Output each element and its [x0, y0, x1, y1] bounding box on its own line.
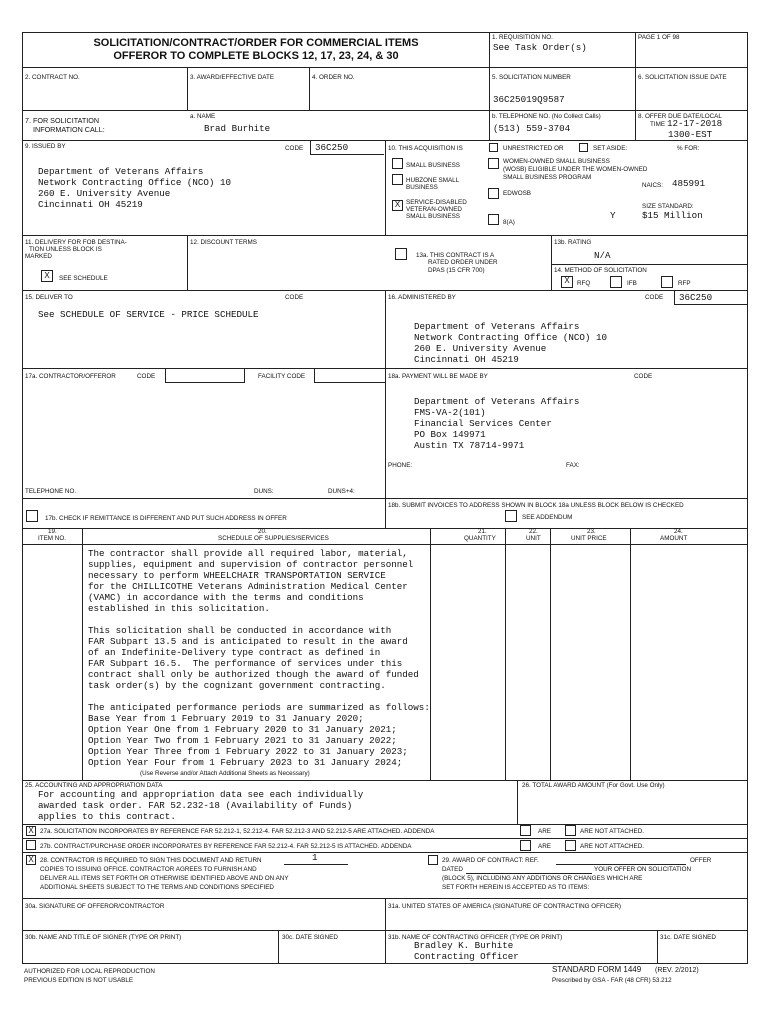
- contracting-officer-title: Contracting Officer: [414, 951, 519, 962]
- issued-by-line3: 260 E. University Avenue: [38, 188, 171, 199]
- co-date-signed-label: 31c. DATE SIGNED: [660, 934, 716, 941]
- schedule-para1-line6: established in this solicitation.: [88, 603, 270, 614]
- clause-28-line3: DELIVER ALL ITEMS SET FORTH OR OTHERWISE IDENTIFIED ABOVE AND ON ANY: [40, 875, 289, 882]
- edwosb-label: EDWOSB: [503, 190, 531, 197]
- issued-by-label: 9. ISSUED BY: [25, 143, 66, 150]
- addenda-27a-not-checkbox[interactable]: [565, 825, 576, 836]
- addenda-27a-not: ARE NOT ATTACHED.: [580, 828, 645, 835]
- schedule-para2-line4: FAR Subpart 16.5. The performance of services under this: [88, 658, 403, 669]
- schedule-para3-line1: The anticipated performance periods are summarized as follows:: [88, 702, 430, 713]
- award-date-label: 3. AWARD/EFFECTIVE DATE: [190, 74, 275, 81]
- issued-by-line4: Cincinnati OH 45219: [38, 199, 143, 210]
- contracting-officer-label: 31b. NAME OF CONTRACTING OFFICER (TYPE OR PRINT): [388, 934, 563, 941]
- col-amount: AMOUNT: [660, 535, 688, 542]
- schedule-para2-line5: contract shall only be authorized though the award of funded: [88, 669, 419, 680]
- naics-value: 485991: [672, 178, 706, 189]
- administered-by-label: 16. ADMINISTERED BY: [388, 294, 456, 301]
- clause-29-checkbox[interactable]: [428, 855, 438, 865]
- form-number: STANDARD FORM 1449: [552, 965, 642, 974]
- clause-29-line3: (BLOCK 5), INCLUDING ANY ADDITIONS OR CHANGES WHICH ARE: [442, 875, 643, 882]
- telephone-label: b. TELEPHONE NO. (No Collect Calls): [492, 113, 601, 120]
- schedule-para2-line2: FAR Subpart 13.5 and is anticipated to result in the award: [88, 636, 408, 647]
- addenda-27b-not: ARE NOT ATTACHED.: [580, 843, 645, 850]
- issued-by-line2: Network Contracting Office (NCO) 10: [38, 177, 231, 188]
- issue-date-label: 6. SOLICITATION ISSUE DATE: [638, 74, 727, 81]
- hubzone-label: HUBZONE SMALL: [406, 177, 460, 184]
- wosb-checkbox[interactable]: [488, 158, 499, 169]
- info-call-label: 7. FOR SOLICITATION: [25, 116, 100, 125]
- contractor-code-label: CODE: [137, 373, 156, 380]
- sdvosb-label-3: SMALL BUSINESS: [406, 213, 461, 220]
- clause-29-line1: 29. AWARD OF CONTRACT: REF.: [442, 857, 539, 864]
- addenda-27b-are: ARE: [538, 843, 551, 850]
- contact-name-label: a. NAME: [190, 113, 216, 120]
- wosb-label: WOMEN-OWNED SMALL BUSINESS: [503, 158, 610, 165]
- unrestricted-label: UNRESTRICTED OR: [503, 145, 564, 152]
- remittance-checkbox[interactable]: [26, 510, 38, 522]
- y-mark: Y: [610, 210, 616, 221]
- offeror-date-signed-label: 30c. DATE SIGNED: [282, 934, 338, 941]
- rated-order-label-3: DPAS (15 CFR 700): [428, 267, 485, 274]
- addenda-27a-are-checkbox[interactable]: [520, 825, 531, 836]
- fob-label-2: TION UNLESS BLOCK IS: [29, 246, 102, 253]
- clause-29-line2b: YOUR OFFER ON SOLICITATION: [594, 866, 692, 873]
- contractor-label: 17a. CONTRACTOR/OFFEROR: [25, 373, 116, 380]
- see-schedule-checkbox[interactable]: X: [41, 270, 53, 282]
- payment-line3: Financial Services Center: [414, 418, 552, 429]
- requisition-value: See Task Order(s): [493, 42, 587, 53]
- col-item-no-num: 19.: [48, 528, 57, 535]
- sdvosb-label-2: VETERAN-OWNED: [406, 206, 462, 213]
- clause-28-copies: 1: [312, 852, 318, 863]
- col-unit-price: UNIT PRICE: [571, 535, 607, 542]
- naics-label: NAICS:: [642, 182, 663, 189]
- eight-a-checkbox[interactable]: [488, 214, 499, 225]
- deliver-to-value: See SCHEDULE OF SERVICE - PRICE SCHEDULE: [38, 309, 259, 320]
- rating-label: 13b. RATING: [554, 239, 592, 246]
- accounting-line2: awarded task order. FAR 52.232-18 (Availability of Funds): [38, 800, 353, 811]
- wosb-label-3: SMALL BUSINESS PROGRAM: [503, 174, 592, 181]
- col-unit-price-num: 23.: [587, 528, 596, 535]
- eight-a-label: 8(A): [503, 219, 515, 226]
- clause-27b-label: 27b. CONTRACT/PURCHASE ORDER INCORPORATES BY REFERENCE FAR 52.212-4. FAR 52.212-5 IS ATTACHED. ADDENDA: [40, 843, 412, 850]
- schedule-para3-line3: Option Year One from 1 February 2020 to 31 January 2021;: [88, 724, 397, 735]
- info-call-label-2: INFORMATION CALL:: [33, 125, 105, 134]
- col-item-no: ITEM NO.: [38, 535, 66, 542]
- rfp-label: RFP: [678, 280, 691, 287]
- accounting-label: 25. ACCOUNTING AND APPROPRIATION DATA: [25, 782, 163, 789]
- clause-29-dated: DATED: [442, 866, 463, 873]
- schedule-para3-line4: Option Year Two from 1 February 2021 to 31 January 2022;: [88, 735, 397, 746]
- solicitation-number-value: 36C25019Q9587: [493, 94, 565, 105]
- total-award-label: 26. TOTAL AWARD AMOUNT (For Govt. Use Only): [522, 782, 665, 789]
- small-business-checkbox[interactable]: [392, 158, 403, 169]
- phone-label: PHONE:: [388, 462, 413, 469]
- clause-29-offer: OFFER: [690, 857, 712, 864]
- remittance-label: 17b. CHECK IF REMITTANCE IS DIFFERENT AND PUT SUCH ADDRESS IN OFFER: [45, 515, 287, 522]
- administered-line1: Department of Veterans Affairs: [414, 321, 580, 332]
- schedule-para3-line6: Option Year Four from 1 February 2023 to 31 January 2024;: [88, 757, 403, 768]
- addenda-27b-not-checkbox[interactable]: [565, 840, 576, 851]
- clause-27b-checkbox[interactable]: [26, 840, 36, 850]
- schedule-para1-line5: (VAMC) in accordance with the terms and conditions: [88, 592, 364, 603]
- rating-value: N/A: [594, 250, 611, 261]
- size-standard-value: $15 Million: [642, 210, 703, 221]
- offer-due-label: 8. OFFER DUE DATE/LOCAL: [638, 113, 722, 120]
- size-standard-label: SIZE STANDARD:: [642, 203, 694, 210]
- deliver-to-label: 15. DELIVER TO: [25, 294, 73, 301]
- col-supplies-num: 20.: [258, 528, 267, 535]
- facility-code-box[interactable]: [314, 369, 385, 383]
- schedule-para1-line3: necessary to perform WHEELCHAIR TRANSPORTATION SERVICE: [88, 570, 386, 581]
- clause-29-line4: SET FORTH HEREIN IS ACCEPTED AS TO ITEMS:: [442, 884, 590, 891]
- sdvosb-checkbox[interactable]: X: [392, 200, 403, 211]
- previous-edition: PREVIOUS EDITION IS NOT USABLE: [24, 977, 134, 984]
- rated-order-label: 13a. THIS CONTRACT IS A: [416, 252, 495, 259]
- administered-code-value: 36C250: [679, 292, 713, 303]
- requisition-label: 1. REQUISITION NO.: [492, 34, 553, 41]
- ifb-checkbox[interactable]: [610, 276, 622, 288]
- clause-28-line4: ADDITIONAL SHEETS SUBJECT TO THE TERMS AND CONDITIONS SPECIFIED: [40, 884, 274, 891]
- clause-28-line2: COPIES TO ISSUING OFFICE. CONTRACTOR AGREES TO FURNISH AND: [40, 866, 257, 873]
- form-revision: (REV. 2/2012): [655, 967, 699, 974]
- offeror-signature-label: 30a. SIGNATURE OF OFFEROR/CONTRACTOR: [25, 903, 165, 910]
- payment-line2: FMS-VA-2(101): [414, 407, 486, 418]
- schedule-para2-line6: task order(s) by the cognizant government contracting.: [88, 680, 386, 691]
- solicitation-number-label: 5. SOLICITATION NUMBER: [492, 74, 571, 81]
- contracting-officer-name: Bradley K. Burhite: [414, 940, 514, 951]
- form-title-line1: SOLICITATION/CONTRACT/ORDER FOR COMMERCIAL ITEMS: [93, 37, 419, 49]
- hubzone-checkbox[interactable]: [392, 174, 403, 185]
- facility-code-label: FACILITY CODE: [258, 373, 306, 380]
- see-addendum-label: SEE ADDENDUM: [522, 514, 573, 521]
- rated-order-label-2: RATED ORDER UNDER: [428, 259, 498, 266]
- solicitation-method-label: 14. METHOD OF SOLICITATION: [554, 267, 647, 274]
- discount-terms-label: 12. DISCOUNT TERMS: [190, 239, 257, 246]
- see-schedule-label: SEE SCHEDULE: [59, 275, 108, 282]
- schedule-para1-line2: supplies, equipment and supervision of contractor personnel: [88, 559, 414, 570]
- col-quantity: QUANTITY: [464, 535, 496, 542]
- edwosb-checkbox[interactable]: [488, 188, 499, 199]
- schedule-para3-line2: Base Year from 1 February 2019 to 31 January 2020;: [88, 713, 364, 724]
- fob-label-3: MARKED: [25, 253, 52, 260]
- accounting-line1: For accounting and appropriation data see each individually: [38, 789, 364, 800]
- offer-due-time: 1300-EST: [668, 129, 713, 140]
- issued-code-label: CODE: [285, 145, 304, 152]
- set-aside-percent: % FOR:: [677, 145, 700, 152]
- col-supplies: SCHEDULE OF SUPPLIES/SERVICES: [218, 535, 329, 542]
- administered-line3: 260 E. University Avenue: [414, 343, 547, 354]
- see-addendum-checkbox[interactable]: [505, 510, 517, 522]
- col-unit: UNIT: [526, 535, 541, 542]
- payment-label: 18a. PAYMENT WILL BE MADE BY: [388, 373, 488, 380]
- clause-28-checkbox[interactable]: X: [26, 855, 36, 865]
- offer-due-label-2: TIME: [650, 121, 666, 128]
- fax-label: FAX:: [566, 462, 580, 469]
- schedule-para1-line4: for the CHILLICOTHE Veterans Administration Medical Center: [88, 581, 408, 592]
- prescribed-by: Prescribed by GSA - FAR (48 CFR) 53.212: [552, 977, 672, 984]
- payment-code-label: CODE: [634, 373, 653, 380]
- sdvosb-label: SERVICE-DISABLED: [406, 199, 467, 206]
- telephone-value: (513) 559-3704: [493, 123, 571, 134]
- order-no-label: 4. ORDER NO.: [312, 74, 355, 81]
- issued-by-line1: Department of Veterans Affairs: [38, 166, 204, 177]
- duns-label: DUNS:: [254, 488, 274, 495]
- invoice-label: 18b. SUBMIT INVOICES TO ADDRESS SHOWN IN BLOCK 18a UNLESS BLOCK BELOW IS CHECKED: [388, 502, 684, 509]
- rated-order-checkbox[interactable]: [395, 248, 407, 260]
- contractor-telephone-label: TELEPHONE NO.: [25, 488, 77, 495]
- rfq-checkbox[interactable]: X: [561, 276, 573, 288]
- schedule-para2-line3: of an Indefinite-Delivery type contract as defined in: [88, 647, 381, 658]
- clause-27a-checkbox[interactable]: X: [26, 826, 36, 836]
- col-amount-num: 24.: [674, 528, 683, 535]
- wosb-label-2: (WOSB) ELIGIBLE UNDER THE WOMEN-OWNED: [503, 166, 648, 173]
- small-business-label: SMALL BUSINESS: [406, 162, 461, 169]
- addenda-27a-are: ARE: [538, 828, 551, 835]
- deliver-code-label: CODE: [285, 294, 304, 301]
- acquisition-label: 10. THIS ACQUISITION IS: [388, 145, 463, 152]
- payment-line4: PO Box 149971: [414, 429, 486, 440]
- page-number: PAGE 1 OF 98: [638, 34, 680, 41]
- schedule-para1-line1: The contractor shall provide all required labor, material,: [88, 548, 408, 559]
- rfq-label: RFQ: [577, 280, 591, 287]
- payment-line1: Department of Veterans Affairs: [414, 396, 580, 407]
- signer-name-label: 30b. NAME AND TITLE OF SIGNER (TYPE OR PRINT): [25, 934, 182, 941]
- schedule-para2-line1: This solicitation shall be conducted in accordance with: [88, 625, 392, 636]
- rfp-checkbox[interactable]: [661, 276, 673, 288]
- accounting-line3: applies to this contract.: [38, 811, 176, 822]
- clause-27a-label: 27a. SOLICITATION INCORPORATES BY REFERENCE FAR 52.212-1, 52.212-4. FAR 52.212-3 AND 52.212-5 ARE ATTACHED. ADDENDA: [40, 828, 435, 835]
- usa-signature-label: 31a. UNITED STATES OF AMERICA (SIGNATURE OF CONTRACTING OFFICER): [388, 903, 622, 910]
- administered-line2: Network Contracting Office (NCO) 10: [414, 332, 607, 343]
- administered-line4: Cincinnati OH 45219: [414, 354, 519, 365]
- contractor-code-box[interactable]: [165, 369, 245, 383]
- schedule-para3-line5: Option Year Three from 1 February 2022 to 31 January 2023;: [88, 746, 408, 757]
- hubzone-label-2: BUSINESS: [406, 184, 438, 191]
- fob-label: 11. DELIVERY FOR FOB DESTINA-: [25, 239, 127, 246]
- offer-due-date: 12-17-2018: [667, 118, 723, 129]
- contract-no-label: 2. CONTRACT NO.: [25, 74, 80, 81]
- reverse-note: (Use Reverse and/or Attach Additional Sheets as Necessary): [140, 770, 310, 777]
- unrestricted-checkbox[interactable]: [489, 143, 498, 152]
- duns4-label: DUNS+4:: [328, 488, 355, 495]
- payment-line5: Austin TX 78714-9971: [414, 440, 525, 451]
- issued-code-value: 36C250: [315, 142, 349, 153]
- form-title-line2: OFFEROR TO COMPLETE BLOCKS 12, 17, 23, 24, & 30: [113, 50, 399, 62]
- set-aside-label: SET ASIDE:: [593, 145, 628, 152]
- col-quantity-num: 21.: [478, 528, 487, 535]
- authorized-reproduction: AUTHORIZED FOR LOCAL REPRODUCTION: [24, 968, 155, 975]
- administered-code-label: CODE: [645, 294, 664, 301]
- contact-name: Brad Burhite: [204, 123, 271, 134]
- col-unit-num: 22.: [529, 528, 538, 535]
- clause-28-line1: 28. CONTRACTOR IS REQUIRED TO SIGN THIS DOCUMENT AND RETURN: [40, 857, 262, 864]
- addenda-27b-are-checkbox[interactable]: [520, 840, 531, 851]
- set-aside-checkbox[interactable]: [579, 143, 588, 152]
- ifb-label: IFB: [627, 280, 637, 287]
